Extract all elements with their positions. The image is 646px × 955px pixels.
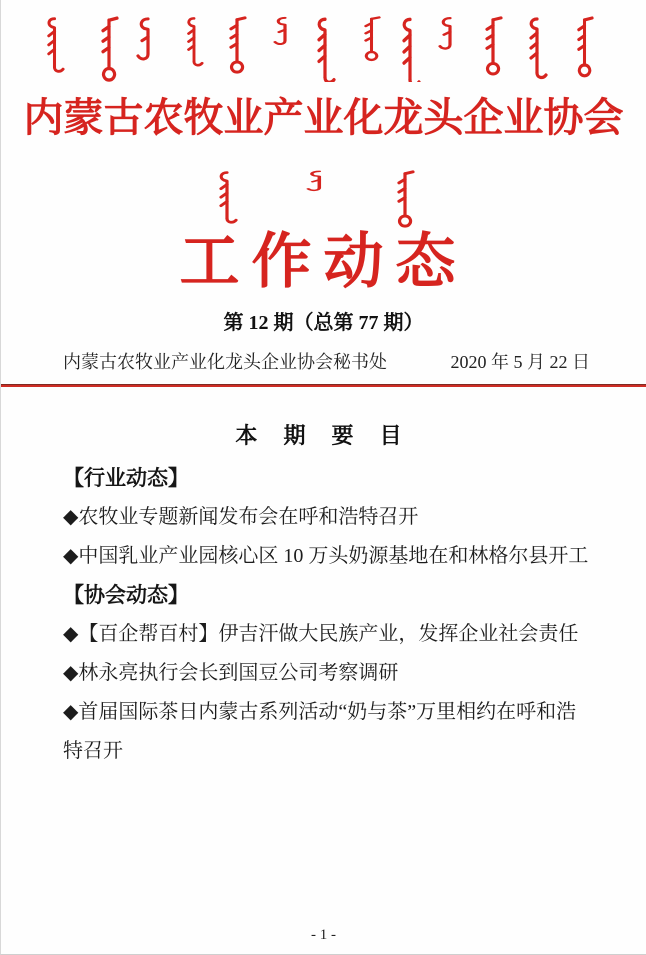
toc-section-title: 【行业动态】 — [63, 467, 189, 490]
toc-list — [63, 459, 590, 771]
toc-item: ◆中国乳业产业园核心区 10 万头奶源基地在和林格尔县开工 — [63, 545, 589, 567]
toc-item: ◆农牧业专题新闻发布会在呼和浩特召开 — [63, 506, 419, 528]
toc-heading: 本 期 要 目 — [235, 423, 412, 448]
toc-item: ◆林永亮执行会长到国豆公司考察调研 — [63, 662, 399, 684]
page-number: - 1 - — [311, 927, 336, 943]
toc-section-association — [63, 576, 590, 771]
toc-item: ◆首届国际茶日内蒙古系列活动“奶与茶”万里相约在呼和浩特召开 — [63, 701, 577, 762]
toc-item: ◆【百企帮百村】伊吉汗做大民族产业，发挥企业社会责任 — [63, 623, 579, 645]
issue-line: 第 12 期（总第 77 期） — [223, 312, 424, 334]
bulletin-title: 工作动态 — [179, 229, 468, 295]
issue-date: 2020 年 5 月 22 日 — [450, 352, 590, 372]
toc-section-title: 【协会动态】 — [63, 584, 189, 607]
publisher-row — [63, 350, 590, 375]
mongolian-script-small-row — [1, 168, 646, 228]
mongolian-script-small-icon — [199, 168, 449, 228]
toc-section-industry — [63, 459, 590, 576]
mongolian-script-row — [39, 14, 612, 82]
divider-rule — [1, 384, 646, 387]
org-title: 内蒙古农牧业产业化龙头企业协会 — [23, 95, 624, 140]
mongolian-script-icon — [39, 14, 613, 82]
publisher-name: 内蒙古农牧业产业化龙头企业协会秘书处 — [63, 352, 387, 372]
